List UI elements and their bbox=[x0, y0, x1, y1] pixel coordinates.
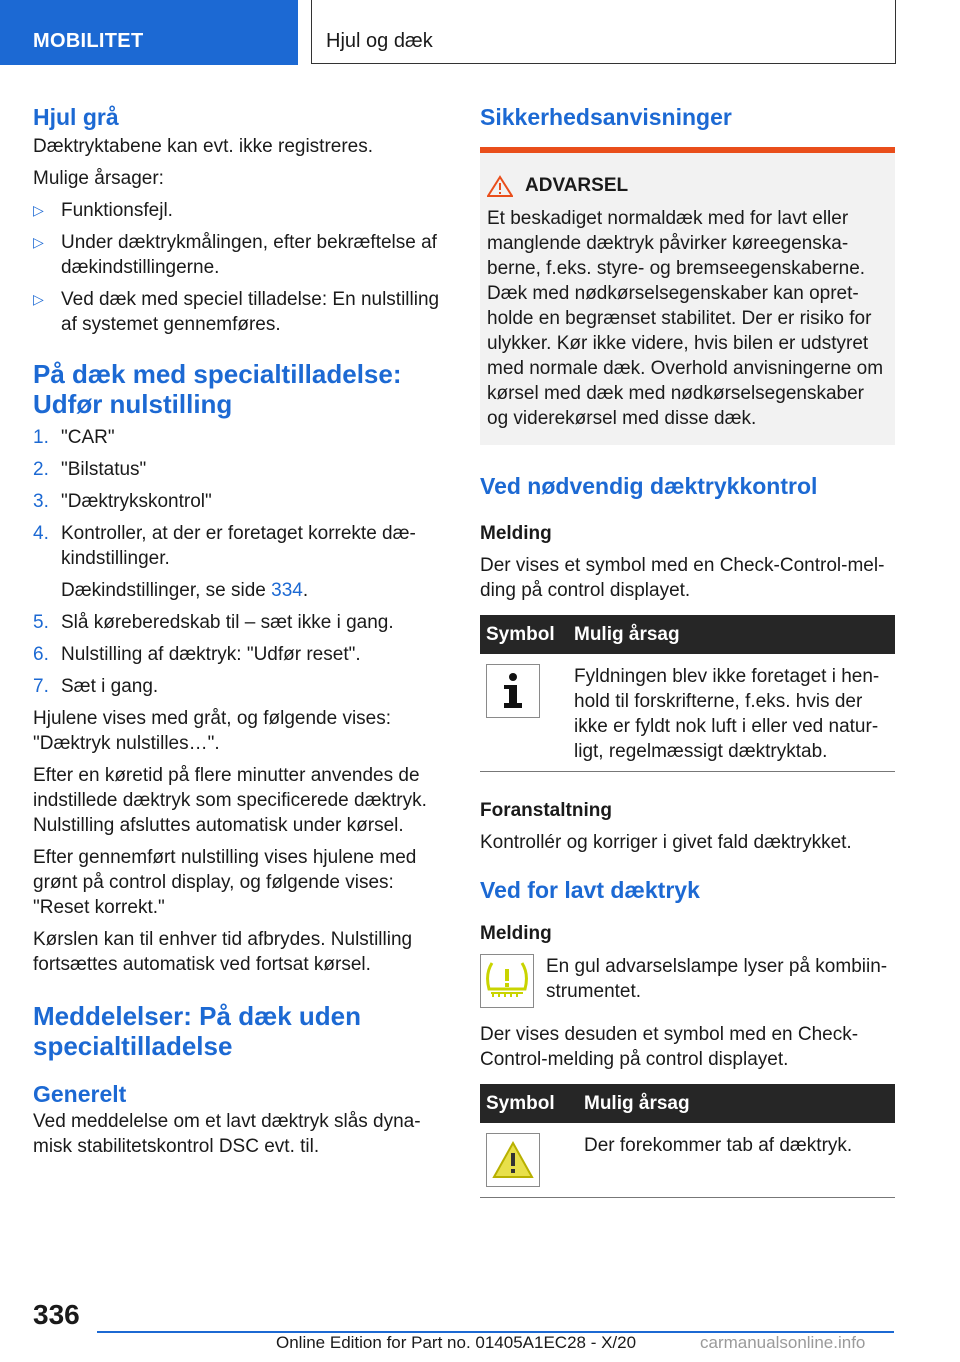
list-item: 6. Nulstilling af dæktryk: "Udfør reset". bbox=[33, 644, 361, 665]
triangle-bullet-icon: ▷ bbox=[33, 202, 44, 218]
heading-safety: Sikkerhedsanvisninger bbox=[480, 104, 732, 130]
heading-low-pressure: Ved for lavt dæktryk bbox=[480, 877, 700, 903]
paragraph: Efter en køretid på flere minutter anvendes de indstillede dæktryk som specificerede dæktryk. Nulstilling afsluttes automatisk under kørsel. bbox=[33, 765, 427, 836]
table-header: Symbol bbox=[480, 1084, 578, 1123]
chapter-title: Hjul og dæk bbox=[326, 30, 433, 52]
table-row bbox=[480, 1123, 895, 1198]
list-item: 2. "Bilstatus" bbox=[33, 459, 147, 480]
warning-text: Et beskadiget normaldæk med for lavt eller manglende dæktryk påvirker køreegenskaberne, f.eks. styre- og bremseegenskaberne. Dæk med nødkørselsegenskaber kan opretholde en begrænset stabilitet. Der er risiko for ulykker. Kør ikke videre, hvis bilen er udstyret med normale dæk. Overhold anvisningerne om kørsel med dæk med nødkørselsegenskaber og viderekørsel med disse dæk. bbox=[487, 208, 884, 429]
paragraph: Der vises et symbol med en Check-Control-melding på control displayet. bbox=[480, 555, 885, 601]
paragraph: Kørslen kan til enhver tid afbrydes. Nulstilling fortsættes automatisk ved fortsat kørsel. bbox=[33, 929, 413, 975]
warning-triangle-icon bbox=[486, 1133, 540, 1187]
paragraph: Hjulene vises med gråt, og følgende vises: "Dæktryk nulstilles…". bbox=[33, 708, 392, 754]
warning-triangle-icon bbox=[487, 175, 513, 197]
right-column bbox=[480, 100, 895, 1198]
table-header: Symbol bbox=[480, 615, 568, 654]
page-link[interactable]: 334 bbox=[271, 580, 303, 601]
heading-messages: Meddelelser: På dæk uden specialtilladelse bbox=[33, 1001, 361, 1061]
paragraph: En gul advarselslampe lyser på kombiinstrumentet. bbox=[546, 956, 888, 1002]
subheading-message: Melding bbox=[480, 923, 552, 944]
heading-reset: På dæk med specialtilladelse: Udfør nulstilling bbox=[33, 359, 402, 419]
subheading-measure: Foranstaltning bbox=[480, 800, 612, 821]
list-item: 4. Kontroller, at der er foretaget korrekte dækindstillinger. Dækindstillinger, se side 334. bbox=[33, 521, 443, 603]
triangle-bullet-icon: ▷ bbox=[33, 291, 44, 307]
heading-general: Generelt bbox=[33, 1081, 127, 1107]
table-cell: Fyldningen blev ikke foretaget i henhold til forskrifterne, f.eks. hvis der ikke er fyldt nok luft i eller ved naturligt, regelmæssigt dæktryktab. bbox=[568, 654, 895, 772]
heading-wheel-gray: Hjul grå bbox=[33, 104, 119, 130]
table-header: Mulig årsag bbox=[578, 1084, 895, 1123]
tire-pressure-warning-icon bbox=[480, 954, 534, 1008]
warning-title: ADVARSEL bbox=[487, 173, 889, 198]
symbol-table bbox=[480, 1084, 895, 1198]
page-number: 336 bbox=[33, 1299, 80, 1330]
heading-check-needed: Ved nødvendig dæktrykkontrol bbox=[480, 473, 818, 499]
section-title: MOBILITET bbox=[33, 30, 144, 52]
warning-box bbox=[480, 147, 895, 445]
reset-steps bbox=[33, 425, 443, 699]
table-header: Mulig årsag bbox=[568, 615, 895, 654]
subheading-message: Melding bbox=[480, 523, 552, 544]
table-cell: Der forekommer tab af dæktryk. bbox=[578, 1123, 895, 1198]
section-tab bbox=[0, 0, 298, 65]
lamp-message bbox=[480, 954, 895, 1008]
symbol-table bbox=[480, 615, 895, 772]
cause-list bbox=[33, 198, 443, 337]
paragraph: Ved meddelelse om et lavt dæktryk slås dynamisk stabilitetskontrol DSC evt. til. bbox=[33, 1111, 421, 1157]
edition-text: Online Edition for Part no. 01405A1EC28 - X/20 bbox=[276, 1333, 637, 1352]
step-note: Dækindstillinger, se side 334. bbox=[61, 580, 309, 601]
list-item: ▷ Under dæktrykmålingen, efter bekræftelse af dækindstillingerne. bbox=[33, 232, 437, 278]
list-item: 7. Sæt i gang. bbox=[33, 676, 159, 697]
list-item: 3. "Dæktrykskontrol" bbox=[33, 491, 212, 512]
list-item: 1. "CAR" bbox=[33, 427, 115, 448]
list-item: ▷ Funktionsfejl. bbox=[33, 200, 173, 221]
paragraph: Efter gennemført nulstilling vises hjulene med grønt på control display, og følgende vises: "Reset korrekt." bbox=[33, 847, 417, 918]
info-icon bbox=[486, 664, 540, 718]
paragraph: Dæktryktabene kan evt. ikke registreres. bbox=[33, 136, 374, 157]
paragraph: Der vises desuden et symbol med en Check-Control-melding på control displayet. bbox=[480, 1024, 859, 1070]
watermark: carmanualsonline.info bbox=[700, 1333, 866, 1352]
triangle-bullet-icon: ▷ bbox=[33, 234, 44, 250]
list-item: 5. Slå køreberedskab til – sæt ikke i gang. bbox=[33, 612, 394, 633]
left-column bbox=[33, 100, 443, 1159]
paragraph: Kontrollér og korriger i givet fald dæktrykket. bbox=[480, 832, 852, 853]
chapter-tab bbox=[311, 0, 896, 64]
table-row bbox=[480, 654, 895, 772]
paragraph: Mulige årsager: bbox=[33, 168, 164, 189]
list-item: ▷ Ved dæk med speciel tilladelse: En nulstilling af systemet gennemføres. bbox=[33, 289, 440, 335]
